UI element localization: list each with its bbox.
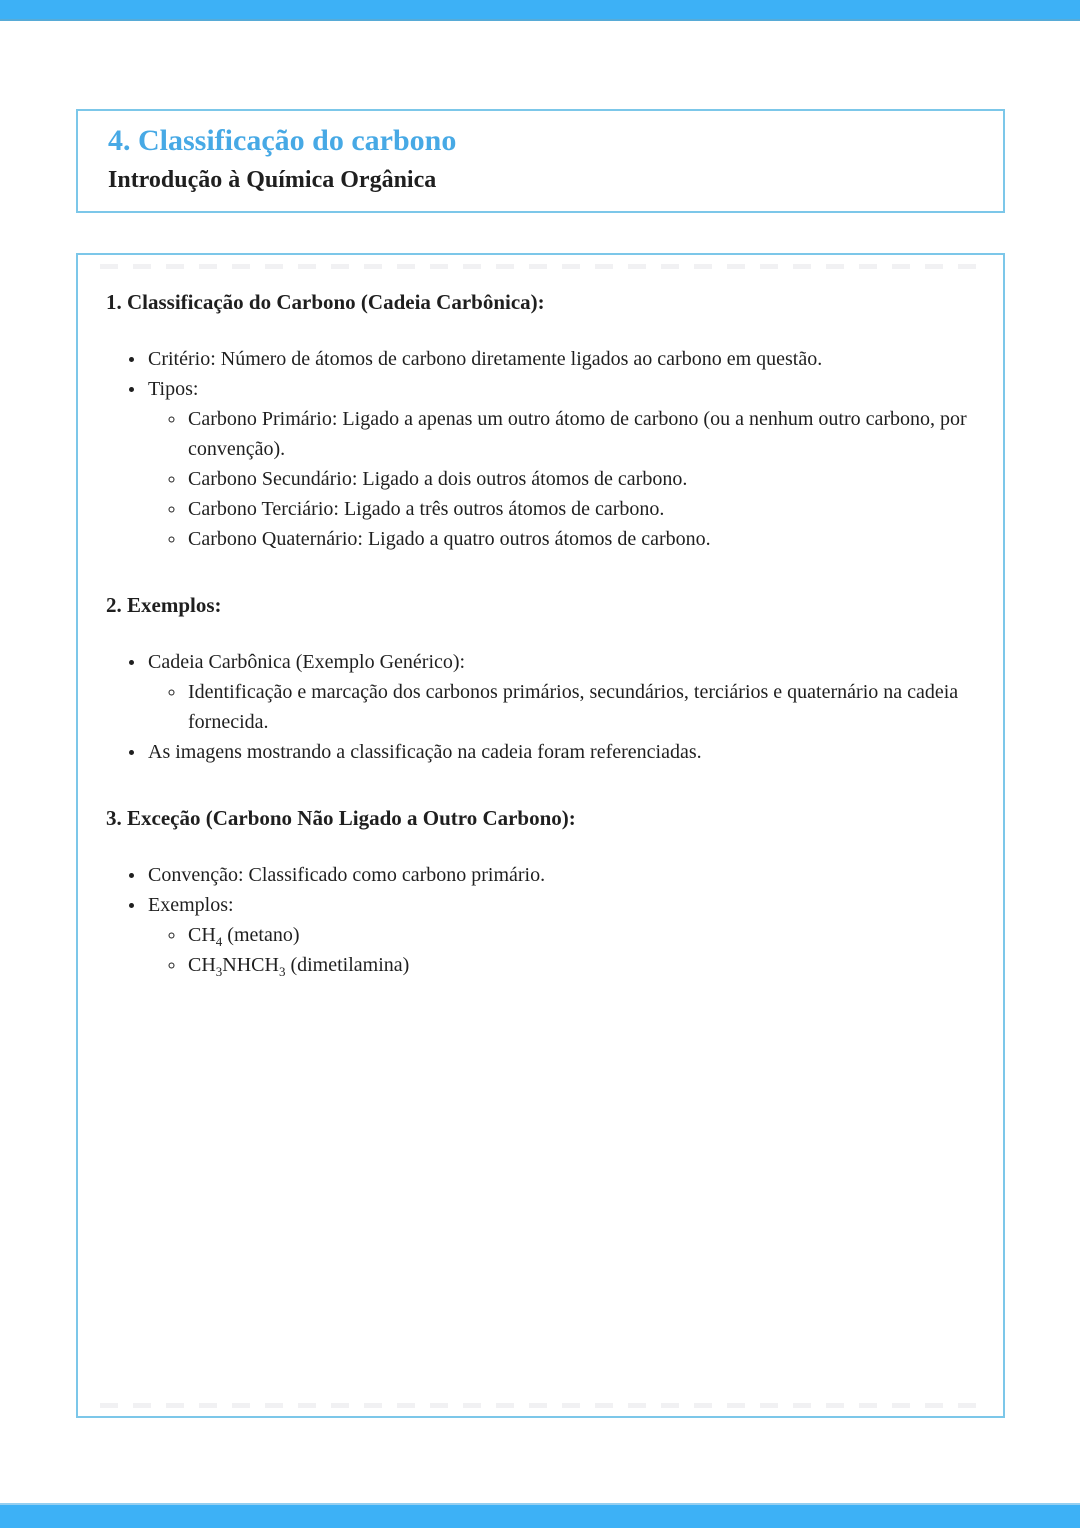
content-sections <box>106 289 975 980</box>
sub-list-item <box>186 494 975 524</box>
list-item-text: CH <box>188 954 216 976</box>
page-title: 4. Classificação do carbono <box>108 124 457 157</box>
list-item-text: Exemplos: <box>148 894 234 916</box>
sub-list-item <box>186 464 975 494</box>
header-card <box>76 109 1005 213</box>
sub-list-item <box>186 524 975 554</box>
list-item-text: Carbono Terciário: Ligado a três outros átomos de carbono. <box>188 498 665 520</box>
sub-list-item <box>186 404 975 464</box>
top-accent-bar <box>0 0 1080 21</box>
list-item-text: (dimetilamina) <box>285 954 410 976</box>
sub-list-item <box>186 920 975 950</box>
bullet-list <box>106 647 975 767</box>
list-item-text: As imagens mostrando a classificação na cadeia foram referenciadas. <box>148 741 702 763</box>
list-item <box>146 344 975 374</box>
list-item <box>146 737 975 767</box>
section-heading: 2. Exemplos: <box>106 593 222 617</box>
list-item <box>146 374 975 554</box>
faint-dashed-divider-top <box>100 264 981 269</box>
list-item-text: Carbono Secundário: Ligado a dois outros átomos de carbono. <box>188 468 688 490</box>
list-item-text: Critério: Número de átomos de carbono diretamente ligados ao carbono em questão. <box>148 348 823 370</box>
content-section <box>106 592 975 767</box>
list-item-text: CH <box>188 924 216 946</box>
section-heading: 1. Classificação do Carbono (Cadeia Carbônica): <box>106 290 545 314</box>
sub-bullet-list <box>148 677 975 737</box>
bullet-list <box>106 860 975 980</box>
list-item-text: Cadeia Carbônica (Exemplo Genérico): <box>148 651 466 673</box>
sub-bullet-list <box>148 920 975 980</box>
list-item-text: Tipos: <box>148 378 199 400</box>
formula-subscript: 3 <box>278 964 286 979</box>
sub-list-item <box>186 677 975 737</box>
list-item <box>146 890 975 980</box>
list-item-text: Convenção: Classificado como carbono primário. <box>148 864 546 886</box>
sub-list-item <box>186 950 975 980</box>
list-item-text: Carbono Primário: Ligado a apenas um outro átomo de carbono (ou a nenhum outro carbono, por convenção). <box>188 408 967 460</box>
sub-bullet-list <box>148 404 975 554</box>
formula-subscript: 4 <box>215 934 223 949</box>
list-item-text: Identificação e marcação dos carbonos primários, secundários, terciários e quaternário na cadeia fornecida. <box>188 681 959 733</box>
list-item-text: NHCH <box>222 954 279 976</box>
bullet-list <box>106 344 975 554</box>
section-heading: 3. Exceção (Carbono Não Ligado a Outro Carbono): <box>106 806 576 830</box>
list-item-text: Carbono Quaternário: Ligado a quatro outros átomos de carbono. <box>188 528 711 550</box>
list-item <box>146 647 975 737</box>
list-item-text: (metano) <box>222 924 300 946</box>
content-card <box>76 253 1005 1418</box>
content-section <box>106 805 975 980</box>
content-section <box>106 289 975 554</box>
page-subtitle: Introdução à Química Orgânica <box>108 167 437 193</box>
bottom-accent-bar <box>0 1503 1080 1528</box>
list-item <box>146 860 975 890</box>
formula-subscript: 3 <box>215 964 223 979</box>
faint-dashed-divider-bottom <box>100 1403 981 1408</box>
